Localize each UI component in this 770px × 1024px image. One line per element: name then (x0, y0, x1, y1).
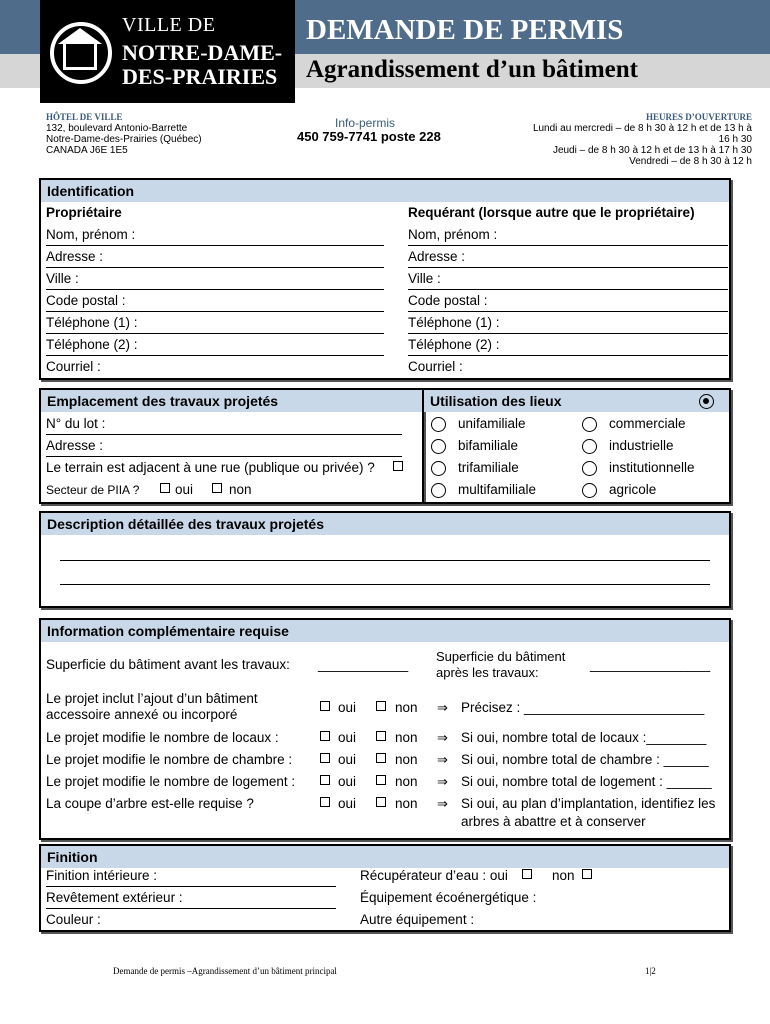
owner-field-label: Ville : (46, 271, 79, 286)
address-line1: 132, boulevard Antonio-Barrette (46, 123, 188, 134)
chambre-non-checkbox[interactable] (376, 753, 386, 763)
identification-title: Identification (41, 180, 729, 202)
info-permis-label: Info-permis (335, 116, 396, 130)
address-line3: CANADA J6E 1E5 (46, 145, 128, 156)
logo-house-icon (63, 40, 97, 70)
logement-right-label: Si oui, nombre total de logement : ______ (461, 774, 712, 789)
logement-oui-checkbox[interactable] (320, 775, 330, 785)
arbre-arrow-icon: ⇒ (437, 796, 448, 811)
precisez-field[interactable]: Précisez : ________________________ (461, 700, 705, 715)
adjacent-label: Le terrain est adjacent à une rue (publique ou privée) ? (46, 460, 375, 475)
owner-field-label: Nom, prénom : (46, 227, 136, 242)
chambre-oui-label: oui (338, 752, 357, 767)
finition-interieure-label: Finition intérieure : (46, 868, 158, 883)
accessory-oui-label: oui (338, 700, 357, 715)
applicant-field-line[interactable] (408, 311, 728, 312)
page-number: 1|2 (645, 966, 656, 976)
recuperateur-non-label: non (552, 868, 575, 883)
sup-before-field[interactable]: ____________ (318, 657, 409, 672)
hours-label: HEURES D’OUVERTURE (646, 112, 752, 122)
eco-label: Équipement écoénergétique : (360, 890, 537, 905)
logement-label: Le projet modifie le nombre de logement : (46, 774, 296, 789)
logo-text-line2: NOTRE-DAME- (122, 40, 283, 65)
hours-line3: Vendredi – de 8 h 30 à 12 h (629, 156, 752, 167)
info-permis-phone: 450 759-7741 poste 228 (297, 129, 441, 144)
accessory-label-1: Le projet inclut l’ajout d’un bâtiment (46, 691, 258, 706)
logement-non-label: non (395, 774, 418, 789)
utilisation-title: Utilisation des lieux (424, 390, 729, 412)
locaux-label: Le projet modifie le nombre de locaux : (46, 730, 279, 745)
applicant-field-label: Adresse : (408, 249, 466, 264)
applicant-field-line[interactable] (408, 245, 728, 246)
footer-text: Demande de permis –Agrandissement d’un bâtiment principal (113, 966, 337, 976)
utilisation-option-right: industrielle (609, 438, 674, 453)
utilisation-option-left: bifamiliale (458, 438, 519, 453)
locaux-non-label: non (395, 730, 418, 745)
lot-label: N° du lot : (46, 416, 106, 431)
arbre-right-label: Si oui, au plan d’implantation, identifiez les (461, 796, 716, 811)
arbre-label: La coupe d’arbre est-elle requise ? (46, 796, 254, 811)
owner-field-line[interactable] (46, 333, 384, 334)
logo-text-line3: DES-PRAIRIES (122, 64, 278, 89)
chambre-arrow-icon: ⇒ (437, 752, 448, 767)
piia-oui-label: oui (175, 482, 194, 497)
piia-oui-checkbox[interactable] (160, 483, 170, 493)
utilisation-option-right: institutionnelle (609, 460, 695, 475)
utilisation-radio-right[interactable] (582, 483, 597, 498)
locaux-oui-label: oui (338, 730, 357, 745)
utilisation-radio-right[interactable] (582, 461, 597, 476)
arbre-oui-checkbox[interactable] (320, 797, 330, 807)
applicant-field-label: Courriel : (408, 359, 463, 374)
arbre-non-label: non (395, 796, 418, 811)
owner-field-line[interactable] (46, 355, 384, 356)
applicant-title: Requérant (lorsque autre que le propriétaire) (408, 205, 695, 220)
hours-line1b: 16 h 30 (718, 134, 752, 145)
recuperateur-label: Récupérateur d’eau : oui (360, 868, 508, 883)
accessory-non-checkbox[interactable] (376, 701, 386, 711)
accessory-non-label: non (395, 700, 418, 715)
adjacent-checkbox[interactable] (393, 461, 403, 471)
complement-title: Information complémentaire requise (41, 620, 729, 642)
exterieur-label: Revêtement extérieur : (46, 890, 183, 905)
recuperateur-non-checkbox[interactable] (582, 869, 592, 879)
locaux-oui-checkbox[interactable] (320, 731, 330, 741)
description-line-2[interactable] (60, 584, 710, 585)
lot-field[interactable] (46, 434, 402, 435)
page-title: DEMANDE DE PERMIS (306, 14, 624, 46)
utilisation-option-right: agricole (609, 482, 657, 497)
couleur-label: Couleur : (46, 912, 101, 927)
logement-arrow-icon: ⇒ (437, 774, 448, 789)
finition-interieure-field[interactable] (46, 886, 336, 887)
piia-label: Secteur de PIIA ? (46, 483, 140, 497)
hours-line2: Jeudi – de 8 h 30 à 12 h et de 13 h à 17 h 30 (552, 145, 752, 156)
applicant-field-label: Téléphone (1) : (408, 315, 500, 330)
emplacement-title: Emplacement des travaux projetés (41, 390, 422, 412)
address-line2: Notre-Dame-des-Prairies (Québec) (46, 134, 202, 145)
arbre-right-label-2: arbres à abattre et à conserver (461, 814, 646, 829)
sup-after-label-1: Superficie du bâtiment (436, 649, 566, 664)
sup-after-field[interactable]: ________________ (590, 657, 711, 672)
applicant-field-line[interactable] (408, 333, 728, 334)
chambre-non-label: non (395, 752, 418, 767)
owner-field-line[interactable] (46, 289, 384, 290)
accessory-label-2: accessoire annexé ou incorporé (46, 707, 238, 722)
arbre-oui-label: oui (338, 796, 357, 811)
logo-text-line1: VILLE DE (122, 14, 216, 36)
applicant-field-label: Nom, prénom : (408, 227, 498, 242)
utilisation-selected-radio-icon (699, 394, 714, 409)
utilisation-radio-left[interactable] (431, 461, 446, 476)
sup-before-label: Superficie du bâtiment avant les travaux: (46, 657, 290, 672)
utilisation-radio-right[interactable] (582, 439, 597, 454)
utilisation-radio-left[interactable] (431, 417, 446, 432)
locaux-right-label: Si oui, nombre total de locaux :________ (461, 730, 707, 745)
chambre-oui-checkbox[interactable] (320, 753, 330, 763)
arbre-non-checkbox[interactable] (376, 797, 386, 807)
applicant-field-label: Téléphone (2) : (408, 337, 500, 352)
utilisation-radio-left[interactable] (431, 439, 446, 454)
owner-field-label: Courriel : (46, 359, 101, 374)
description-title: Description détaillée des travaux projetés (41, 513, 729, 535)
logement-non-checkbox[interactable] (376, 775, 386, 785)
applicant-field-label: Code postal : (408, 293, 488, 308)
sup-after-label-2: après les travaux: (436, 665, 539, 680)
utilisation-option-right: commerciale (609, 416, 686, 431)
utilisation-option-left: multifamiliale (458, 482, 537, 497)
emplacement-address-field[interactable] (46, 456, 402, 457)
utilisation-radio-right[interactable] (582, 417, 597, 432)
applicant-field-label: Ville : (408, 271, 441, 286)
owner-field-line[interactable] (46, 245, 384, 246)
page-subtitle: Agrandissement d’un bâtiment (306, 56, 638, 83)
applicant-field-line[interactable] (408, 289, 728, 290)
accessory-arrow-icon: ⇒ (437, 700, 448, 715)
emplacement-address-label: Adresse : (46, 438, 104, 453)
utilisation-option-left: trifamiliale (458, 460, 519, 475)
chambre-label: Le projet modifie le nombre de chambre : (46, 752, 293, 767)
exterieur-field[interactable] (46, 908, 336, 909)
hours-line1: Lundi au mercredi – de 8 h 30 à 12 h et de 13 h à (532, 123, 752, 134)
autre-label: Autre équipement : (360, 912, 475, 927)
owner-field-label: Téléphone (2) : (46, 337, 138, 352)
owner-field-line[interactable] (46, 311, 384, 312)
owner-field-label: Code postal : (46, 293, 126, 308)
utilisation-radio-left[interactable] (431, 483, 446, 498)
chambre-right-label: Si oui, nombre total de chambre : ______ (461, 752, 709, 767)
locaux-non-checkbox[interactable] (376, 731, 386, 741)
recuperateur-oui-checkbox[interactable] (522, 869, 532, 879)
owner-field-label: Adresse : (46, 249, 104, 264)
utilisation-option-left: unifamiliale (458, 416, 526, 431)
applicant-field-line[interactable] (408, 355, 728, 356)
locaux-arrow-icon: ⇒ (437, 730, 448, 745)
accessory-oui-checkbox[interactable] (320, 701, 330, 711)
owner-field-label: Téléphone (1) : (46, 315, 138, 330)
owner-title: Propriétaire (46, 205, 122, 220)
hotel-label: HÔTEL DE VILLE (46, 112, 123, 122)
applicant-field-line[interactable] (408, 267, 728, 268)
description-line-1[interactable] (60, 560, 710, 561)
piia-non-label: non (229, 482, 252, 497)
owner-field-line[interactable] (46, 267, 384, 268)
logement-oui-label: oui (338, 774, 357, 789)
finition-title: Finition (41, 846, 729, 868)
piia-non-checkbox[interactable] (212, 483, 222, 493)
